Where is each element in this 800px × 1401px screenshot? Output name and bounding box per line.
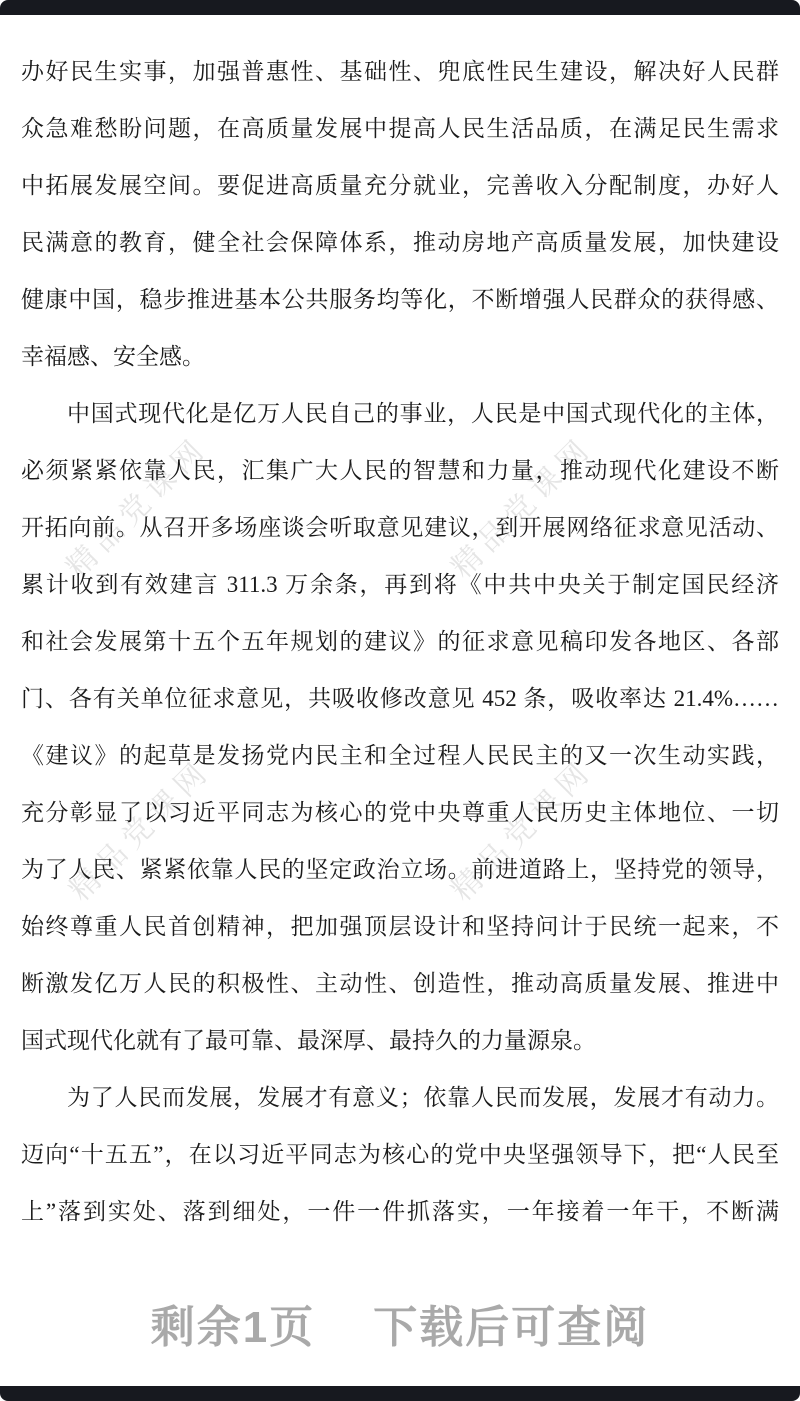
- text-line: 中国式现代化是亿万人民自己的事业，人民是中国式现代化的主体，: [67, 401, 779, 426]
- text-line: 上”落到实处、落到细处，一件一件抓落实，一年接着一年干，不断满: [21, 1199, 779, 1224]
- text-line: 为了人民而发展，发展才有意义；依靠人民而发展，发展才有动力。: [67, 1085, 779, 1110]
- watermark-text: 精品党课网: [60, 430, 215, 585]
- text-line: 门、各有关单位征求意见，共吸收修改意见 452 条，吸收率达 21.4%……: [21, 686, 779, 711]
- text-line: 办好民生实事，加强普惠性、基础性、兜底性民生建设，解决好人民群: [21, 59, 779, 84]
- text-line: 健康中国，稳步推进基本公共服务均等化，不断增强人民群众的获得感、: [21, 287, 779, 312]
- download-hint-label: 下载后可查阅: [373, 1303, 650, 1352]
- text-line: 迈向“十五五”，在以习近平同志为核心的党中央坚强领导下，把“人民至: [21, 1142, 779, 1167]
- text-line: 幸福感、安全感。: [21, 344, 205, 369]
- text-line: 始终尊重人民首创精神，把加强顶层设计和坚持问计于民统一起来，不: [21, 914, 779, 939]
- document-body: [21, 43, 779, 1240]
- text-line: 众急难愁盼问题，在高质量发展中提高人民生活品质，在满足民生需求: [21, 116, 779, 141]
- watermark-text: 精品党课网: [445, 753, 600, 908]
- watermark-text: 精品党课网: [63, 753, 218, 908]
- text-line: 累计收到有效建言 311.3 万余条，再到将《中共中央关于制定国民经济: [21, 572, 779, 597]
- text-line: 《建议》的起草是发扬党内民主和全过程人民民主的又一次生动实践，: [21, 743, 779, 768]
- remaining-pages-label: 剩余1页: [150, 1303, 316, 1352]
- text-line: 民满意的教育，健全社会保障体系，推动房地产高质量发展，加快建设: [21, 230, 779, 255]
- text-line: 必须紧紧依靠人民，汇集广大人民的智慧和力量，推动现代化建设不断: [21, 458, 779, 483]
- footer-banner: [0, 1291, 800, 1355]
- text-line: 充分彰显了以习近平同志为核心的党中央尊重人民历史主体地位、一切: [21, 800, 779, 825]
- page-gap-top: [0, 0, 800, 15]
- text-line: 为了人民、紧紧依靠人民的坚定政治立场。前进道路上，坚持党的领导，: [21, 857, 779, 882]
- text-line: 开拓向前。从召开多场座谈会听取意见建议，到开展网络征求意见活动、: [21, 515, 779, 540]
- text-line: 中拓展发展空间。要促进高质量充分就业，完善收入分配制度，办好人: [21, 173, 779, 198]
- watermark-text: 精品党课网: [445, 430, 600, 585]
- text-line: 和社会发展第十五个五年规划的建议》的征求意见稿印发各地区、各部: [21, 629, 779, 654]
- page-gap-bottom: [0, 1386, 800, 1401]
- text-line: 断激发亿万人民的积极性、主动性、创造性，推动高质量发展、推进中: [21, 971, 779, 996]
- text-line: 国式现代化就有了最可靠、最深厚、最持久的力量源泉。: [21, 1028, 596, 1053]
